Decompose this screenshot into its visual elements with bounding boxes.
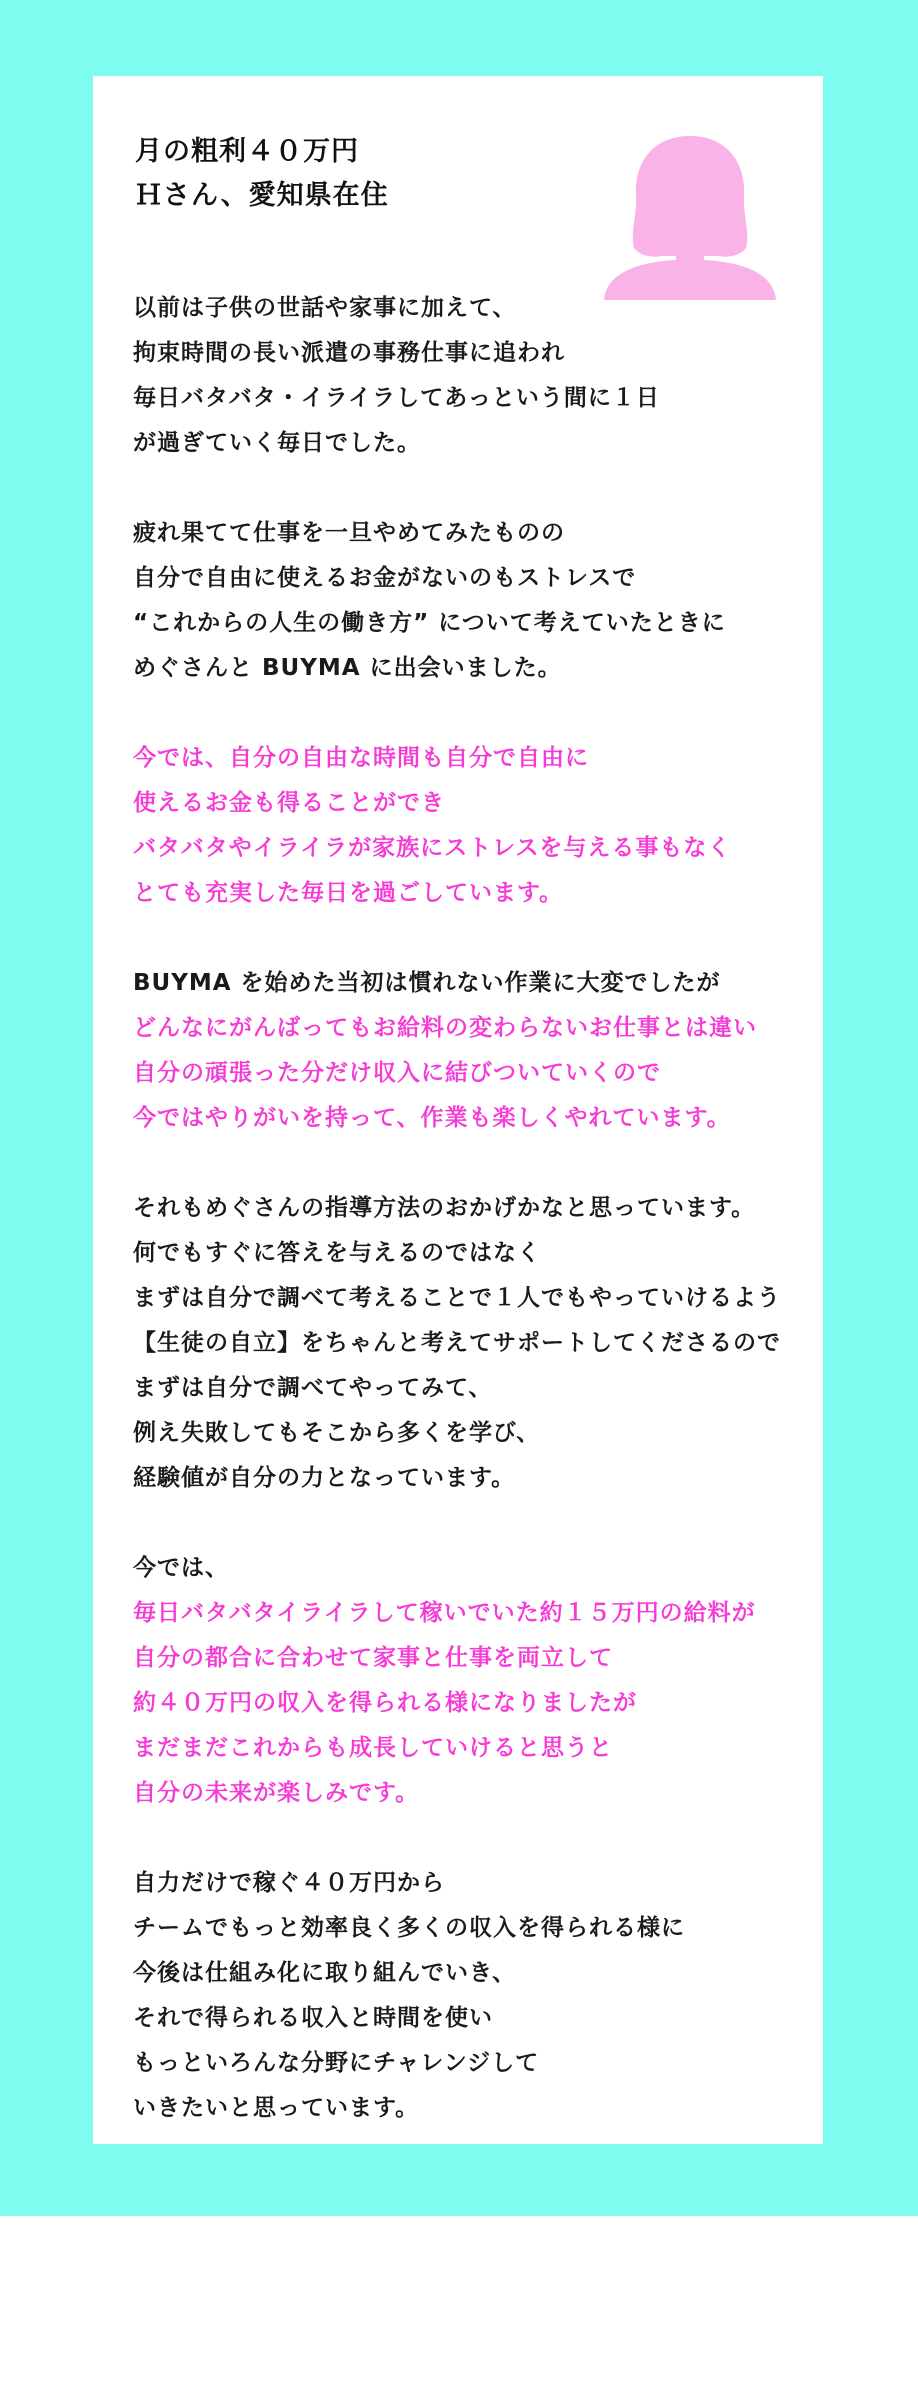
text-line: 毎日バタバタ・イライラしてあっという間に１日	[133, 385, 660, 411]
paragraph-3	[133, 736, 813, 916]
text-line: 今後は仕組み化に取り組んでいき、	[133, 1960, 517, 1986]
highlight-line: 毎日バタバタイライラして稼いでいた約１５万円の給料が	[133, 1600, 756, 1626]
text-line: いきたいと思っています。	[133, 2095, 420, 2121]
text-line: もっといろんな分野にチャレンジして	[133, 2050, 540, 2076]
highlight-line: 自分の都合に合わせて家事と仕事を両立して	[133, 1645, 613, 1671]
text-line: めぐさんと BUYMA に出会いました。	[133, 655, 562, 681]
text-line: BUYMA を始めた当初は慣れない作業に大変でしたが	[133, 970, 721, 996]
text-line: 自力だけで稼ぐ４０万円から	[133, 1870, 445, 1896]
text-line: まずは自分で調べて考えることで１人でもやっていけるよう	[133, 1285, 781, 1311]
paragraph-2	[133, 511, 813, 691]
highlight-line: 自分の未来が楽しみです。	[133, 1780, 420, 1806]
text-line: まずは自分で調べてやってみて、	[133, 1375, 493, 1401]
text-line: それで得られる収入と時間を使い	[133, 2005, 493, 2031]
text-line: “これからの人生の働き方” について考えていたときに	[133, 610, 726, 636]
text-line: 【生徒の自立】をちゃんと考えてサポートしてくださるので	[133, 1330, 781, 1356]
highlight-line: バタバタやイライラが家族にストレスを与える事もなく	[133, 835, 732, 861]
paragraph-5	[133, 1186, 813, 1501]
text-line: チームでもっと効率良く多くの収入を得られる様に	[133, 1915, 685, 1941]
text-line: それもめぐさんの指導方法のおかげかなと思っています。	[133, 1195, 756, 1221]
text-line: 何でもすぐに答えを与えるのではなく	[133, 1240, 541, 1266]
text-line: 疲れ果てて仕事を一旦やめてみたものの	[133, 520, 565, 546]
author-name: Ｈさん、愛知県在住	[135, 180, 389, 211]
testimonial-body	[133, 286, 813, 2176]
paragraph-1	[133, 286, 813, 466]
highlight-line: どんなにがんばってもお給料の変わらないお仕事とは違い	[133, 1015, 757, 1041]
highlight-line: 今では、自分の自由な時間も自分で自由に	[133, 745, 589, 771]
highlight-line: 約４０万円の収入を得られる様になりましたが	[133, 1690, 637, 1716]
paragraph-7	[133, 1861, 813, 2131]
text-line: 経験値が自分の力となっています。	[133, 1465, 516, 1491]
text-line: 自分で自由に使えるお金がないのもストレスで	[133, 565, 637, 591]
text-line: 拘束時間の長い派遣の事務仕事に追われ	[133, 340, 565, 366]
paragraph-6	[133, 1546, 813, 1816]
woman-silhouette-icon	[600, 132, 780, 300]
highlight-line: まだまだこれからも成長していけると思うと	[133, 1735, 613, 1761]
highlight-line: 今ではやりがいを持って、作業も楽しくやれています。	[133, 1105, 731, 1131]
highlight-line: 自分の頑張った分だけ収入に結びついていくので	[133, 1060, 661, 1086]
text-line: 例え失敗してもそこから多くを学び、	[133, 1420, 541, 1446]
highlight-line: 使えるお金も得ることができ	[133, 790, 445, 816]
text-line: 以前は子供の世話や家事に加えて、	[133, 295, 517, 321]
highlight-line: とても充実した毎日を過ごしています。	[133, 880, 564, 906]
paragraph-4	[133, 961, 813, 1141]
income-title: 月の粗利４０万円	[135, 136, 359, 167]
text-line: 今では、	[133, 1555, 229, 1581]
testimonial-card	[93, 76, 823, 2144]
testimonial-header	[135, 130, 389, 218]
text-line: が過ぎていく毎日でした。	[133, 430, 421, 456]
